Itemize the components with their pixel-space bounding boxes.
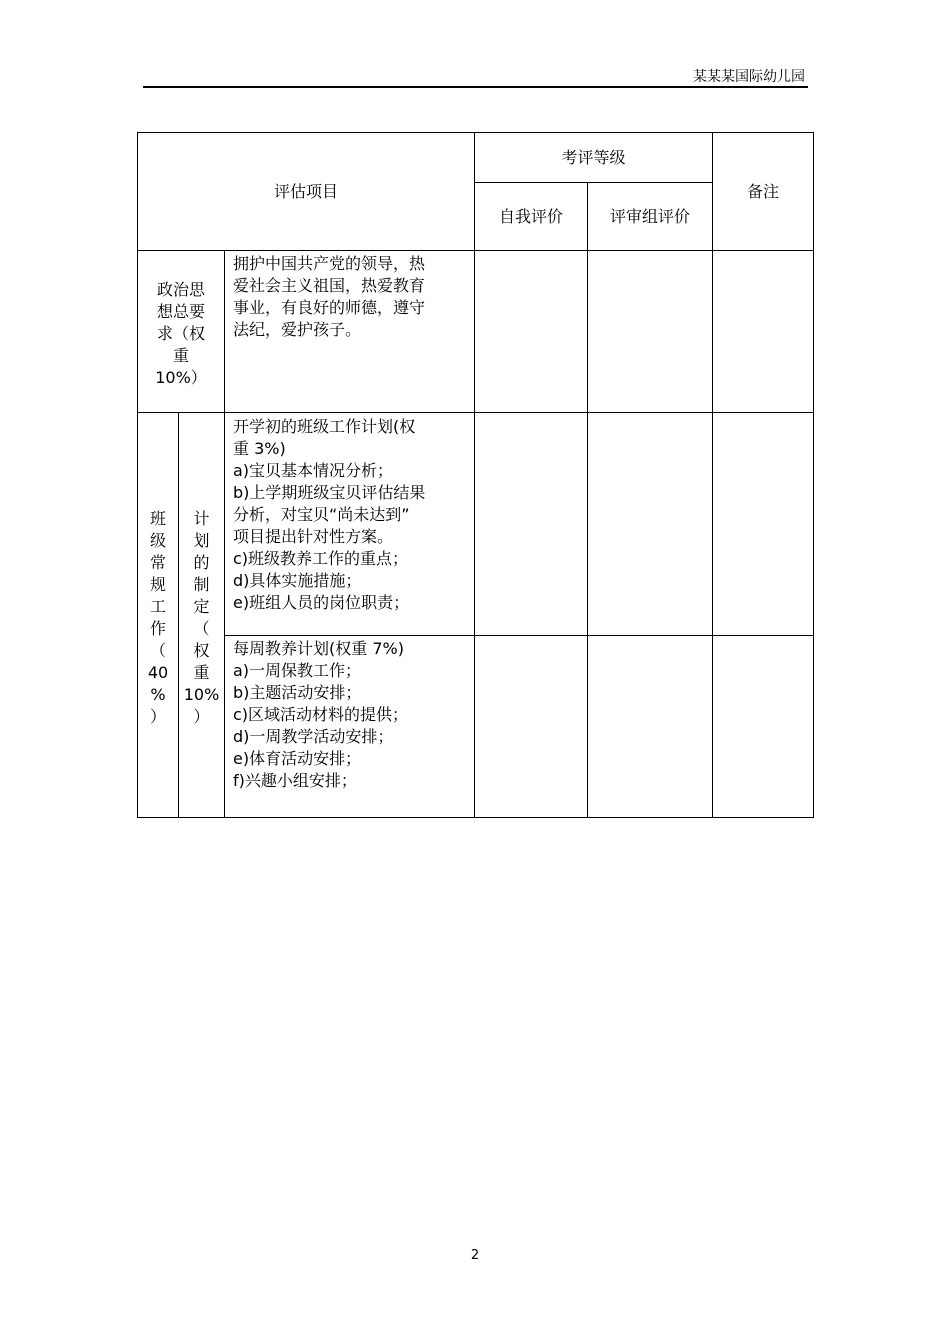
- content-line: b)主题活动安排；: [233, 683, 362, 702]
- content-line: c)班级教养工作的重点；: [233, 549, 409, 568]
- content-line: d)一周教学活动安排；: [233, 727, 394, 746]
- grid-line: [224, 250, 225, 818]
- content-political: [233, 253, 473, 341]
- content-line: 爱社会主义祖国，热爱教育: [233, 276, 426, 295]
- content-line: a)宝贝基本情况分析；: [233, 461, 394, 480]
- content-line: 拥护中国共产党的领导，热: [233, 254, 426, 273]
- content-line: 重 3%): [233, 439, 286, 458]
- content-semester-plan: [233, 416, 473, 614]
- content-weekly-plan: [233, 638, 473, 792]
- grid-line: [137, 250, 814, 251]
- page-number: 2: [470, 1248, 480, 1263]
- content-line: 项目提出针对性方案。: [233, 527, 394, 546]
- content-line: 开学初的班级工作计划(权: [233, 417, 416, 436]
- content-line: a)一周保教工作；: [233, 661, 362, 680]
- content-line: e)体育活动安排；: [233, 749, 362, 768]
- content-line: d)具体实施措施；: [233, 571, 362, 590]
- header-notes: 备注: [746, 181, 779, 201]
- content-line: c)区域活动材料的提供；: [233, 705, 409, 724]
- content-line: 法纪，爱护孩子。: [233, 320, 362, 339]
- category-political: 政治思 想总要 求（权 重 10%）: [155, 280, 207, 387]
- grid-line: [137, 412, 814, 413]
- header-self-evaluation: 自我评价: [498, 206, 563, 226]
- content-line: e)班组人员的岗位职责；: [233, 593, 410, 612]
- content-line: b)上学期班级宝贝评估结果: [233, 483, 426, 502]
- header-grade: 考评等级: [561, 147, 626, 167]
- header-review-evaluation: 评审组评价: [609, 206, 690, 226]
- grid-line: [587, 182, 588, 818]
- content-line: 事业，有良好的师德，遵守: [233, 298, 426, 317]
- header-evaluation-item: 评估项目: [273, 181, 338, 201]
- table-border-right: [813, 132, 814, 818]
- content-line: f)兴趣小组安排；: [233, 771, 357, 790]
- subcategory-plan-making: 计 划 的 制 定 （ 权 重 10% ）: [183, 509, 220, 726]
- grid-line: [224, 635, 814, 636]
- content-line: 分析，对宝贝“尚未达到”: [233, 505, 410, 524]
- organization-name: 某某某国际幼儿园: [693, 69, 805, 85]
- content-line: 每周教养计划(权重 7%): [233, 639, 404, 658]
- category-class-routine: 班 级 常 规 工 作 （ 40 % ）: [147, 509, 169, 726]
